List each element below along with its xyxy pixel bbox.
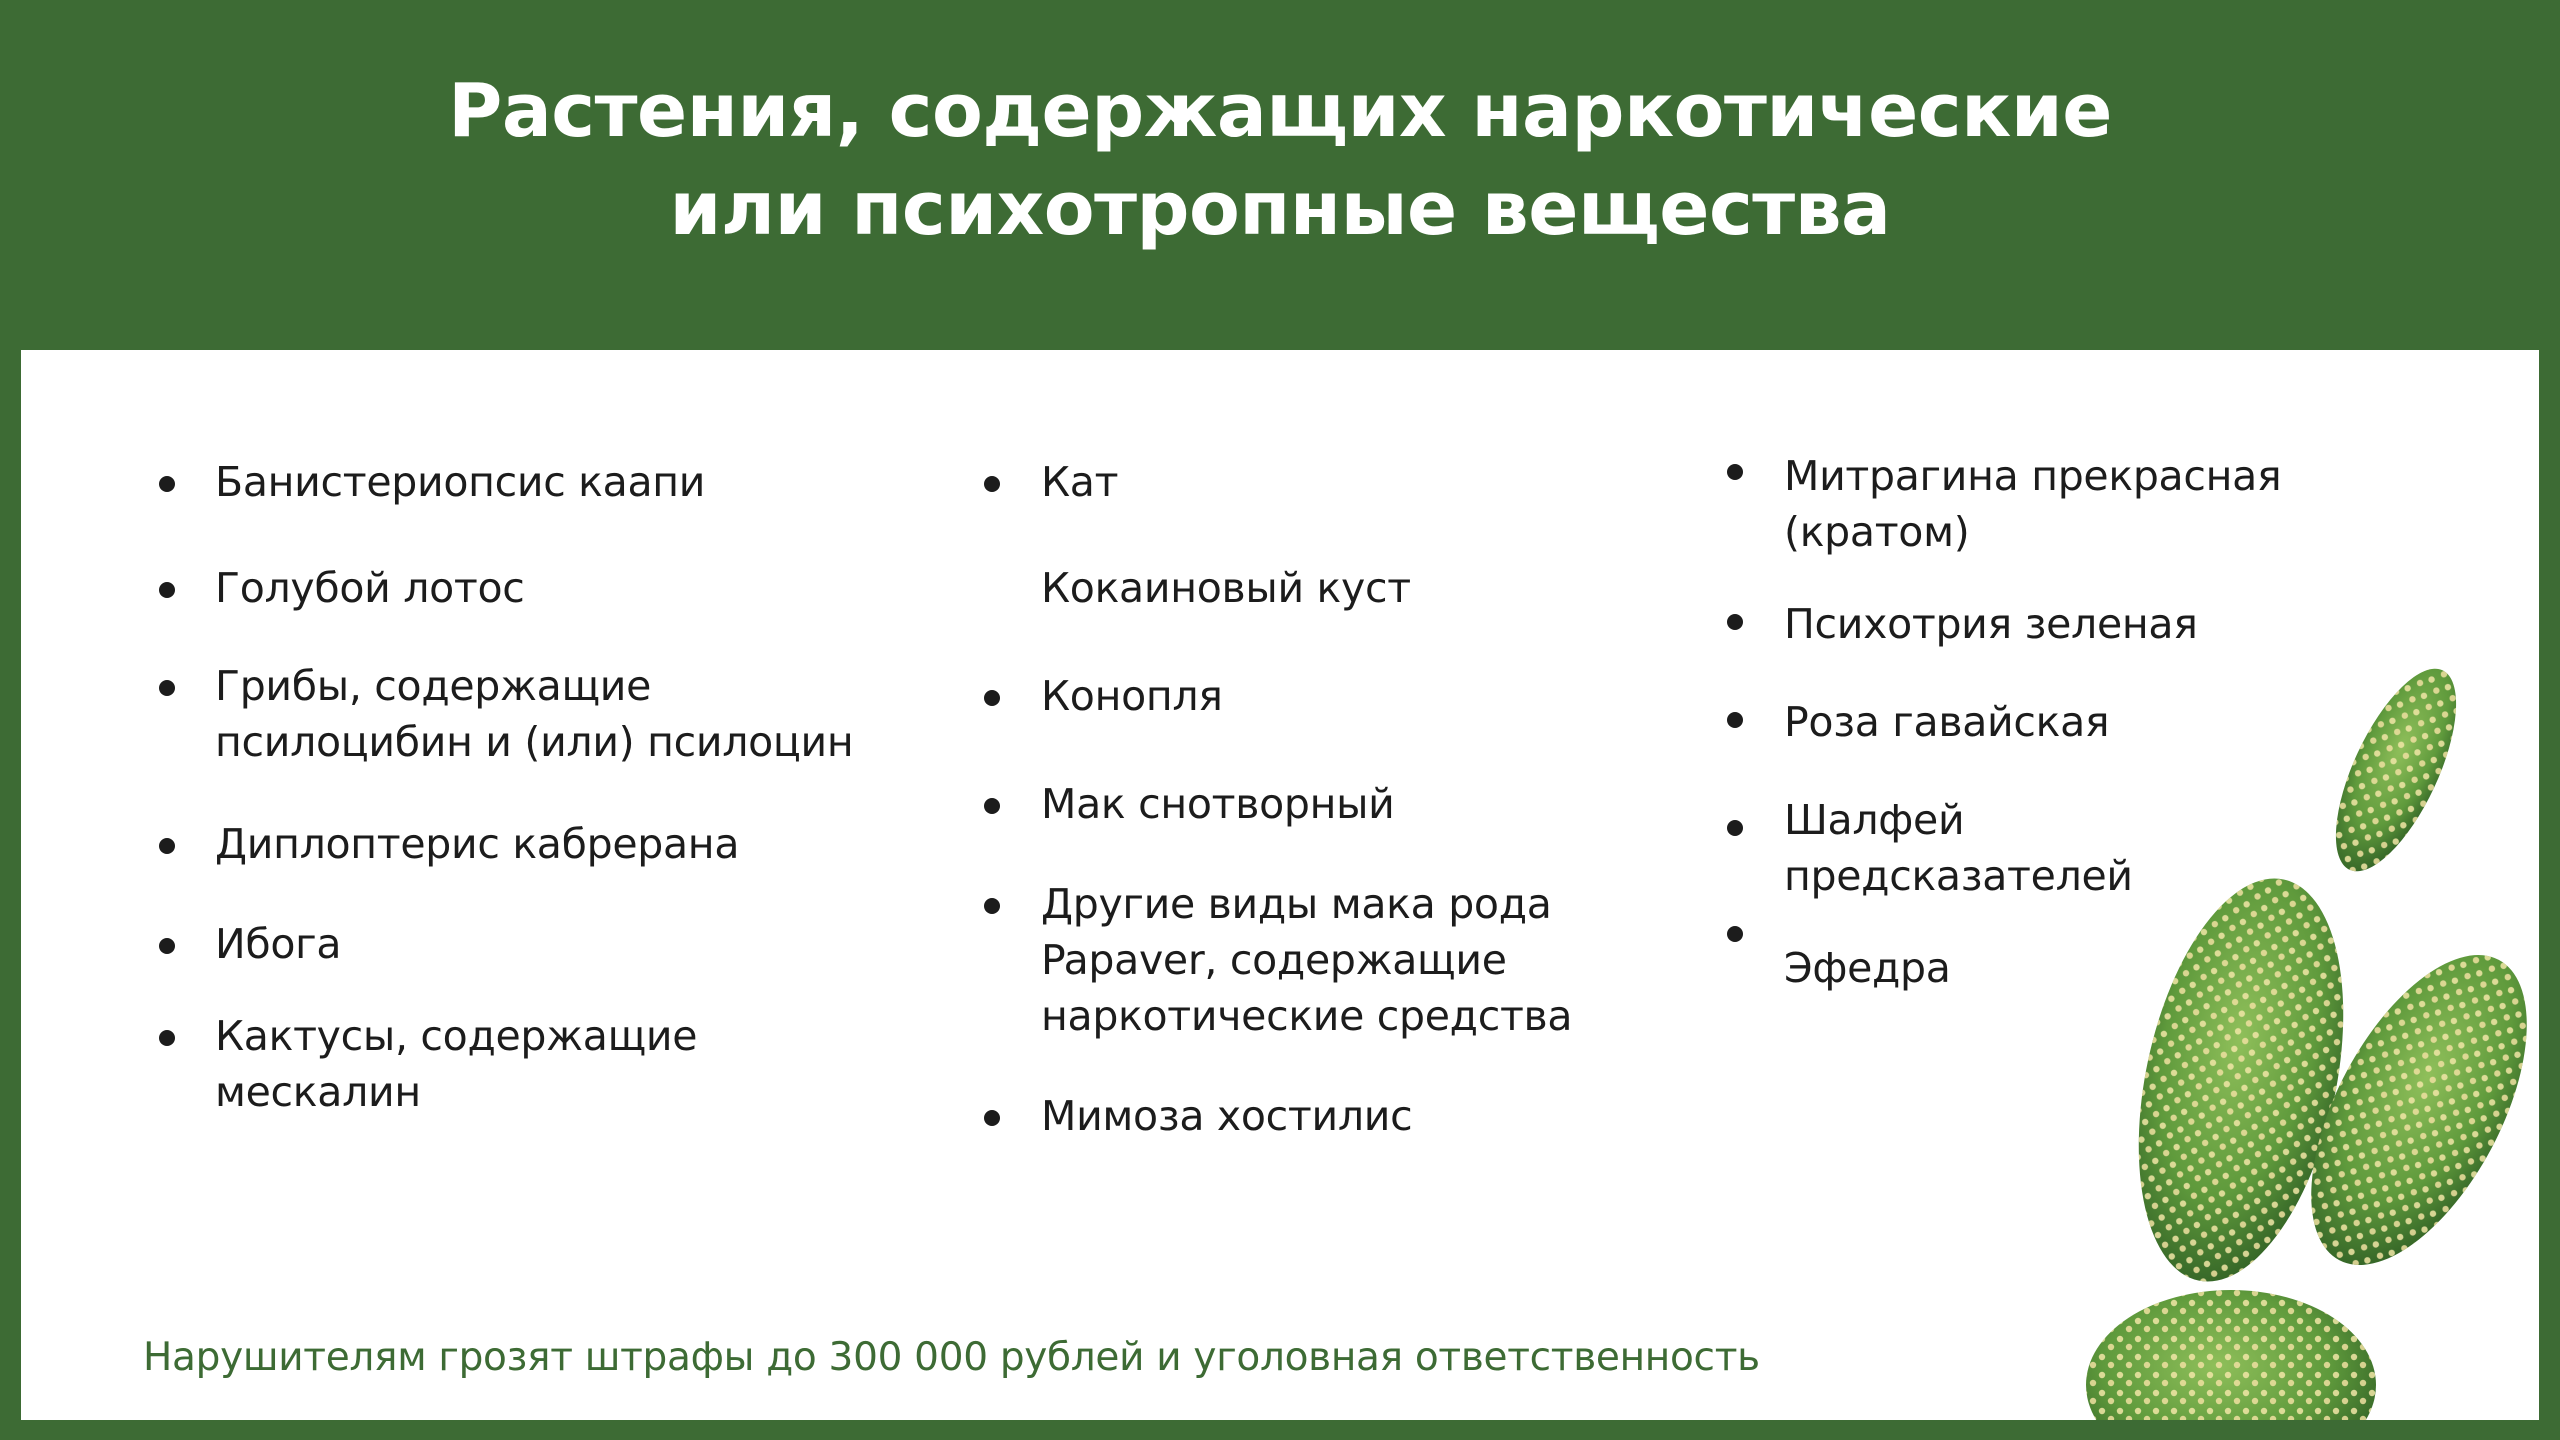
list-item: Кактусы, содержащие — [215, 1012, 698, 1060]
list-item: Шалфей — [1784, 796, 1965, 844]
bullet-icon — [1727, 926, 1743, 942]
cactus-illustration — [2061, 650, 2539, 1420]
list-item-continuation: Papaver, содержащие — [1041, 936, 1507, 984]
list-item-continuation: наркотические средства — [1041, 992, 1573, 1040]
list-item: Митрагина прекрасная — [1784, 452, 2282, 500]
bullet-icon — [1727, 820, 1743, 836]
bullet-icon — [1727, 614, 1743, 630]
bullet-icon — [984, 898, 1000, 914]
list-item-continuation: псилоцибин и (или) псилоцин — [215, 718, 854, 766]
title-line-2: или психотропные вещества — [669, 166, 1891, 252]
page-title — [0, 62, 2560, 258]
list-item: Конопля — [1041, 672, 1223, 720]
bullet-icon — [159, 938, 175, 954]
list-item: Банистериопсис каапи — [215, 458, 706, 506]
title-line-1: Растения, содержащих наркотические — [448, 68, 2112, 154]
bullet-icon — [159, 680, 175, 696]
list-item: Грибы, содержащие — [215, 662, 652, 710]
list-item-continuation: (кратом) — [1784, 508, 1970, 556]
bullet-icon — [159, 838, 175, 854]
list-item: Роза гавайская — [1784, 698, 2110, 746]
list-item: Диплоптерис кабрерана — [215, 820, 740, 868]
bullet-icon — [1727, 712, 1743, 728]
list-item: Мимоза хостилис — [1041, 1092, 1413, 1140]
bullet-icon — [984, 1110, 1000, 1126]
list-item: Другие виды мака рода — [1041, 880, 1552, 928]
bullet-icon — [159, 476, 175, 492]
bullet-icon — [159, 1030, 175, 1046]
list-item: Голубой лотос — [215, 564, 525, 612]
bullet-icon — [984, 690, 1000, 706]
list-item-continuation: мескалин — [215, 1068, 421, 1116]
bullet-icon — [984, 798, 1000, 814]
list-item: Кат — [1041, 458, 1119, 506]
list-item: Мак снотворный — [1041, 780, 1395, 828]
list-item-continuation: предсказателей — [1784, 852, 2133, 900]
list-item: Ибога — [215, 920, 342, 968]
list-item: Эфедра — [1784, 944, 1951, 992]
bullet-icon — [1727, 464, 1743, 480]
penalty-warning: Нарушителям грозят штрафы до 300 000 рублей и уголовная ответственность — [143, 1335, 1760, 1380]
list-item: Психотрия зеленая — [1784, 600, 2198, 648]
bullet-icon — [984, 476, 1000, 492]
list-item: Кокаиновый куст — [1041, 564, 1411, 612]
bullet-icon — [159, 582, 175, 598]
content-card — [21, 350, 2539, 1420]
